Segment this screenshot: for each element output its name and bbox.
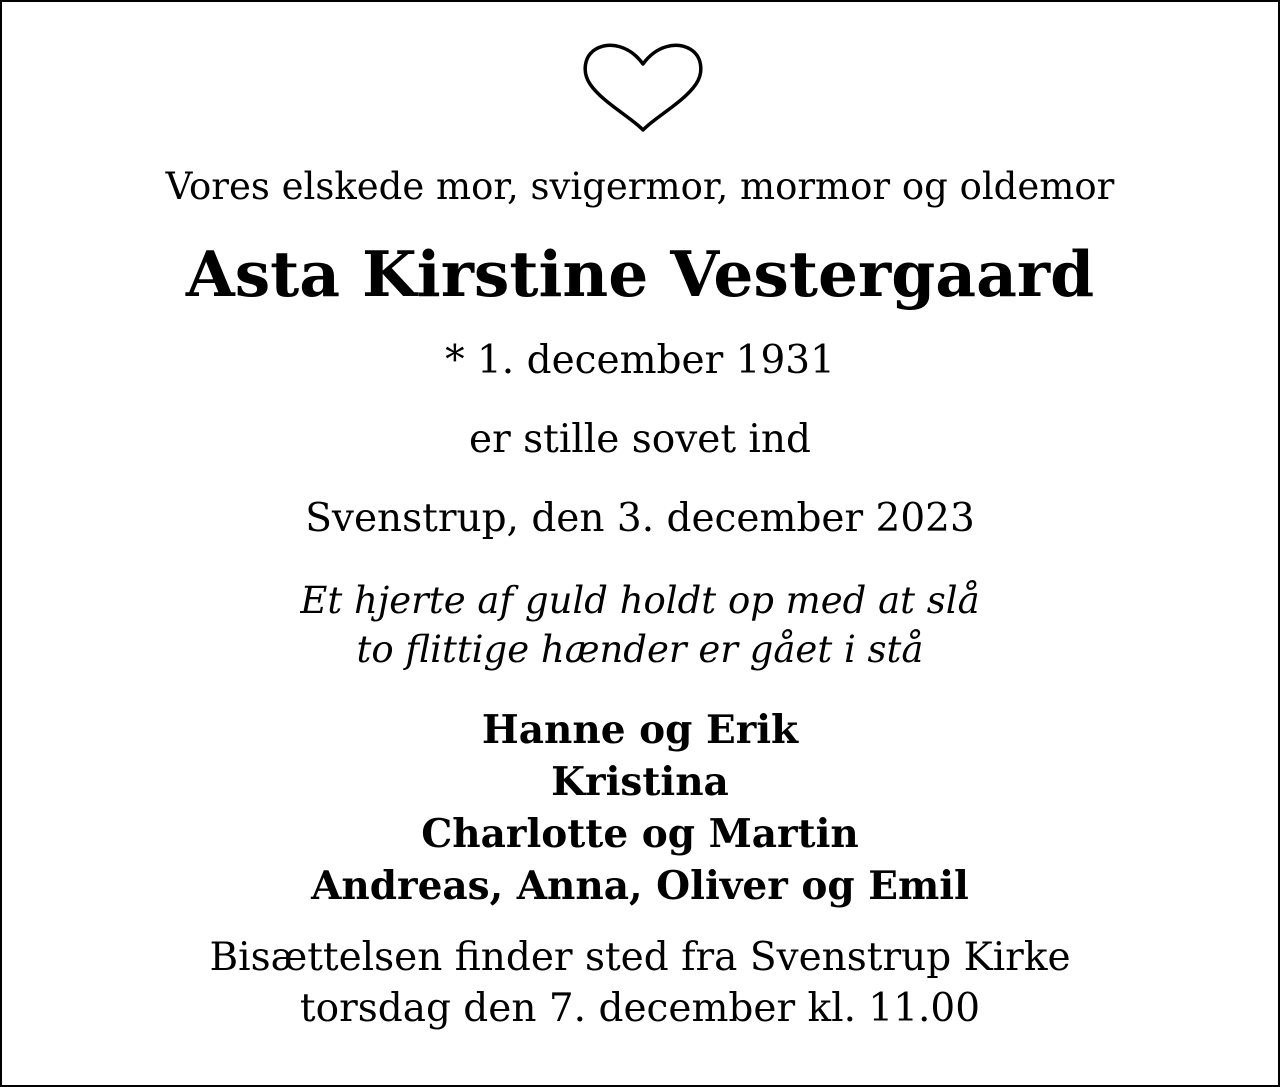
- intro-text: Vores elskede mor, svigermor, mormor og oldemor: [165, 165, 1115, 208]
- funeral-line: Bisættelsen finder sted fra Svenstrup Kirke: [209, 935, 1071, 980]
- funeral-info: [2, 932, 1278, 1034]
- heart-icon: [582, 42, 704, 134]
- family-line: Charlotte og Martin: [421, 811, 859, 857]
- memorial-verse: [2, 576, 1278, 674]
- passing-text: er stille sovet ind: [469, 417, 811, 462]
- family-line: Andreas, Anna, Oliver og Emil: [311, 863, 969, 909]
- verse-line: Et hjerte af guld holdt op med at slå: [300, 579, 980, 622]
- funeral-line: torsdag den 7. december kl. 11.00: [299, 986, 981, 1031]
- birth-date: * 1. december 1931: [445, 338, 835, 383]
- place-and-date: Svenstrup, den 3. december 2023: [305, 496, 975, 541]
- deceased-name: Asta Kirstine Vestergaard: [185, 237, 1095, 311]
- family-line: Kristina: [551, 759, 729, 805]
- family-names: [2, 704, 1278, 912]
- family-line: Hanne og Erik: [481, 707, 799, 753]
- verse-line: to flittige hænder er gået i stå: [356, 628, 924, 671]
